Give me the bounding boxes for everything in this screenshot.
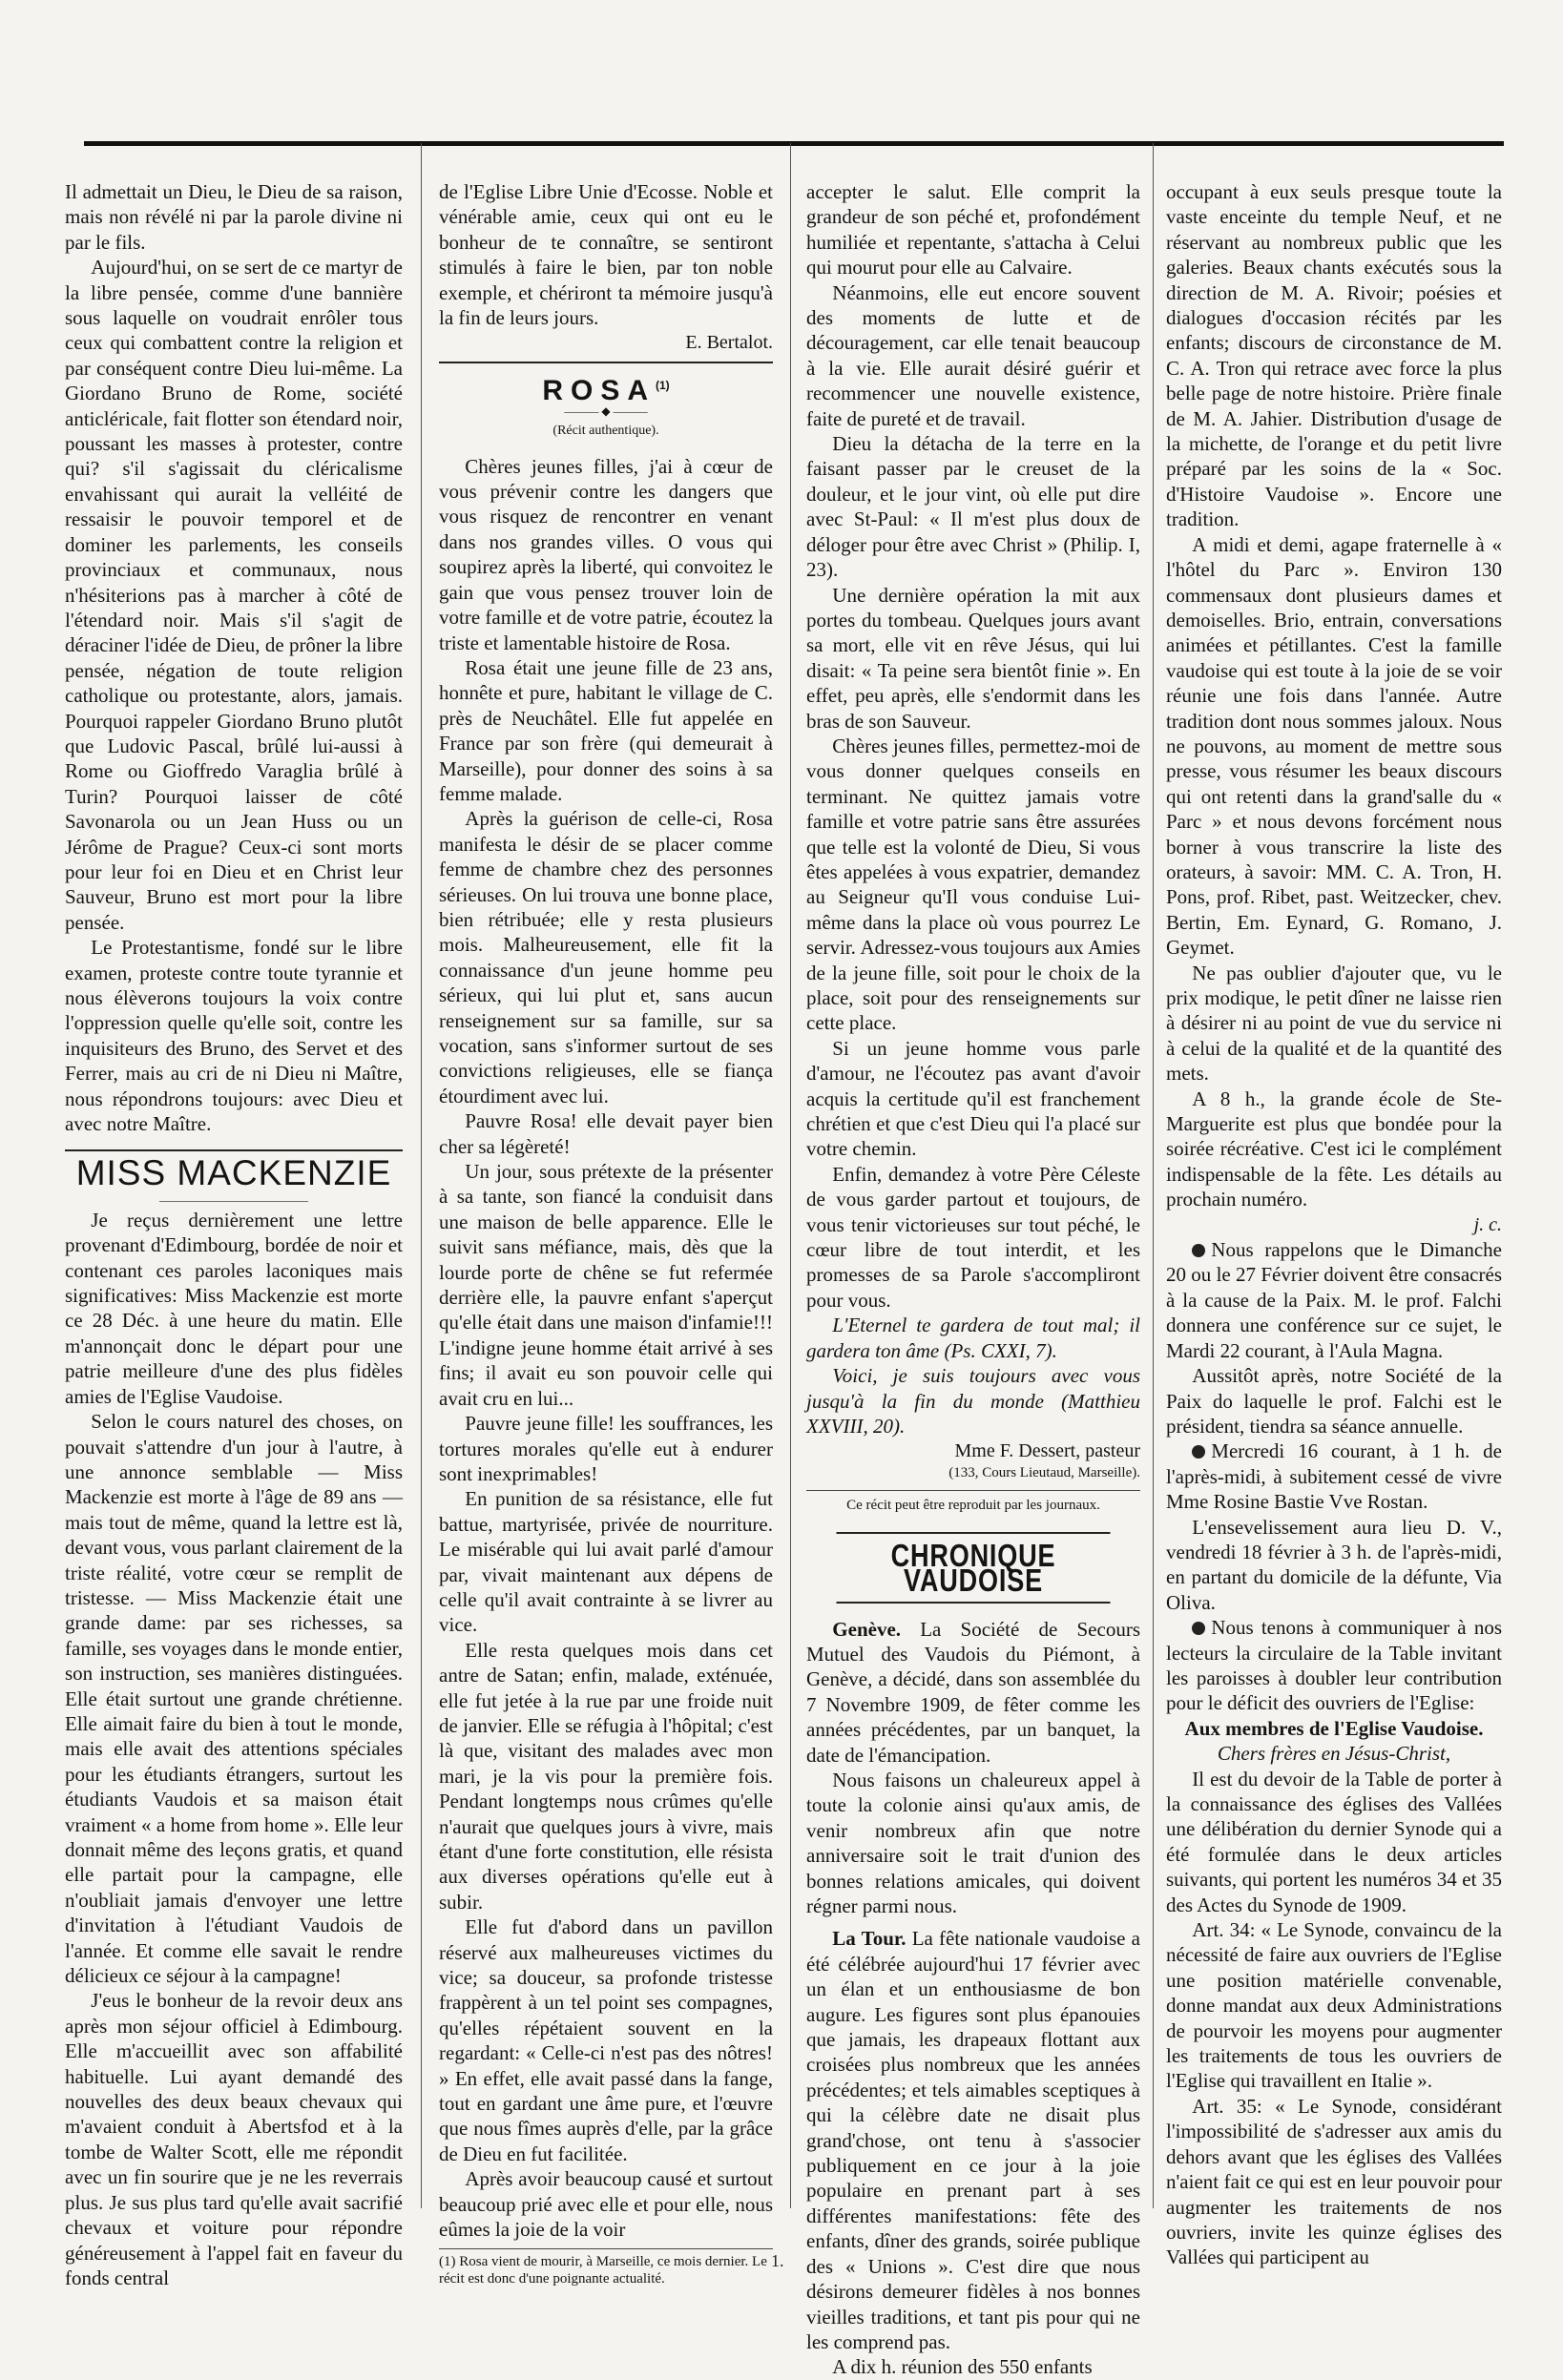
rosa-title-text: ROSA xyxy=(542,374,656,406)
article-title-rosa xyxy=(439,362,773,404)
column-3 xyxy=(806,179,1140,2380)
ornament-divider: ――― ◆ ――― xyxy=(564,404,648,419)
paragraph: Après la guérison de celle-ci, Rosa manifesta le désir de se placer comme femme de chambre chez des personnes sérieuses. On lui trouva une bonne place, bien rétribuée; elle y resta plusieurs mois. Malheureusement, elle fit la connaissance d'un jeune homme peu sérieux, qui lui plut et, sans aucun renseignement sur sa famille, sur sa vocation, sans s'informer surtout de ses convictions religieuses, elle se fiança étourdiment avec lui. xyxy=(439,807,773,1107)
news-item xyxy=(1166,1615,1502,1716)
paragraph: Elle resta quelques mois dans cet antre de Satan; enfin, malade, exténuée, elle fut jetée à la rue par une froide nuit de janvier. Elle se réfugia à l'hôpital; c'est là que, visitant des malades avec mon mari, je la vis pour la première fois. Pendant longtemps nous crûmes qu'elle n'aurait que quelques jours à vivre, mais étant d'une forte constitution, elle résista aux diverses opérations qu'elle eut à subir. xyxy=(439,1638,773,1914)
ornament-divider: ――――――――――――― xyxy=(159,1192,308,1207)
paragraph: A 8 h., la grande école de Ste-Marguerite est plus que bondée pour la soirée récréative. C'est ici le complément indispensable de la fête. Les détails au prochain numéro. xyxy=(1166,1087,1502,1211)
bible-verse: Voici, je suis toujours avec vous jusqu'à la fin du monde (Matthieu XXVIII, 20). xyxy=(806,1364,1140,1438)
paragraph: Aussitôt après, notre Société de la Paix do laquelle le prof. Falchi est le président, tiendra sa séance annuelle. xyxy=(1166,1364,1502,1438)
page-number: 1. xyxy=(771,2251,784,2270)
article-subtitle: (Récit authentique). xyxy=(552,424,659,439)
section-title-chronique-vaudoise: CHRONIQUE VAUDOISE xyxy=(837,1532,1111,1604)
signature: Mme F. Dessert, pasteur xyxy=(954,1440,1140,1462)
column-4 xyxy=(1166,179,1502,2270)
paragraph: L'ensevelissement aura lieu D. V., vendredi 18 février à 3 h. de l'après-midi, en partant du domicile de la défunte, Via Oliva. xyxy=(1166,1515,1502,1614)
news-text: Nous tenons à communiquer à nos lecteurs la circulaire de la Table invitant les paroisses à doubler leur contribution pour le déficit des ouvriers de l'Eglise: xyxy=(1166,1616,1502,1715)
place-name: La Tour. xyxy=(832,1927,907,1951)
paragraph: Le Protestantisme, fondé sur le libre examen, proteste contre toute tyrannie et nous élèverons toujours la voix contre l'oppression quelle qu'elle soit, contre les inquisiteurs des Bruno, des Servet et des Ferrer, mais au cri de ni Dieu ni Maître, nous répondrons toujours: avec Dieu et avec notre Maître. xyxy=(65,936,403,1136)
paragraph: J'eus le bonheur de la revoir deux ans après mon séjour officiel à Edimbourg. Elle m'accueillit avec son affabilité habituelle. Lui ayant demandé des nouvelles des deux beaux chevaux qui m'avaient conduit à Abertsfod et à la tombe de Walter Scott, elle me répondit avec un fin sourire que je ne les reverrais plus. Je sus plus tard qu'elle avait sacrifié chevaux et voiture pour répondre généreusement à l'appel fait en faveur du fonds central xyxy=(65,1989,403,2289)
paragraph: Pauvre Rosa! elle devait payer bien cher sa légèreté! xyxy=(439,1109,773,1158)
paragraph: Selon le cours naturel des choses, on pouvait s'attendre d'un jour à l'autre, à une annonce semblable — Miss Mackenzie est morte à l'âge de 89 ans — mais tout de même, quand la lettre est là, devant vous, vous parlant clairement de la triste réalité, votre cœur se remplit de tristesse. — Miss Mackenzie était une grande dame: par ses richesses, sa famille, ses voyages dans le monde entier, son instruction, ses manières distinguées. Elle était surtout une grande chrétienne. Elle aimait faire du bien à tout le monde, mais elle avait des attentions spéciales pour les étudiants étrangers, surtout les étudiants Vaudois et sa maison était vraiment « a home from home ». Elle leur donnait même des leçons gratis, et quand elle partait pour la campagne, elle n'oubliait jamais d'envoyer une lettre d'invitation à l'étudiant Vaudois de l'année. Et comme elle savait le rendre délicieux ce séjour à la campagne! xyxy=(65,1410,403,1988)
paragraph: occupant à eux seuls presque toute la vaste enceinte du temple Neuf, et ne réservant au nombreux public que les galeries. Beaux chants exécutés sous la direction de M. A. Rivoir; poésies et dialogues d'occasion récités par les enfants; discours de circonstance de M. C. A. Tron qui retrace avec force la plus belle page de notre histoire. Prière finale de M. A. Jahier. Distribution d'usage de la michette, de l'orange et du petit livre préparé par les soins de la « Soc. d'Histoire Vaudoise ». Encore une tradition. xyxy=(1166,180,1502,531)
paragraph: Art. 35: « Le Synode, considérant l'impossibilité de s'adresser aux amis du dehors avant que les églises des Vallées n'aient fait ce qui est en leur pouvoir pour augmenter les traitements de nos ouvriers, invite les quinze églises des Vallées qui participent au xyxy=(1166,2094,1502,2269)
column-divider xyxy=(1153,143,1154,2208)
news-text: Nous rappelons que le Dimanche 20 ou le 27 Février doivent être consacrés à la cause de la Paix. M. le prof. Falchi donnera une conférence sur ce sujet, le Mardi 22 courant, à l'Aula Magna. xyxy=(1166,1238,1502,1362)
news-text: Mercredi 16 courant, à 1 h. de l'après-midi, à subitement cessé de vivre Mme Rosine Bastie Vve Rostan. xyxy=(1166,1439,1502,1514)
bible-verse: L'Eternel te gardera de tout mal; il gardera ton âme (Ps. CXXI, 7). xyxy=(806,1314,1140,1362)
paragraph: Néanmoins, elle eut encore souvent des moments de lutte et de découragement, car elle tenait beaucoup à la vie. Elle aurait désiré guérir et recommencer une nouvelle existence, faite de pureté et de travail. xyxy=(806,280,1140,430)
paragraph: Chères jeunes filles, permettez-moi de vous donner quelques conseils en terminant. Ne quittez jamais votre famille et votre patrie sans être assurées que telle est la volonté de Dieu, Si vous êtes appelées à vous expatrier, demandez au Seigneur qu'Il vous conduise Lui-même dans la place où vous pourrez Le servir. Adressez-vous toujours aux Amies de la jeune fille, soit pour le choix de la place, soit pour des renseignements sur cette place. xyxy=(806,734,1140,1035)
paragraph: Il admettait un Dieu, le Dieu de sa raison, mais non révélé ni par la parole divine ni par le fils. xyxy=(65,180,403,254)
bullet-icon xyxy=(1192,1445,1205,1459)
news-text: La Société de Secours Mutuel des Vaudois du Piémont, à Genève, a décidé, dans son assemblée du 7 Novembre 1909, de fêter comme les années précédentes, par un banquet, la date de l'émancipation. xyxy=(806,1617,1140,1767)
column-divider xyxy=(421,143,422,2208)
circular-heading: Aux membres de l'Eglise Vaudoise. xyxy=(1184,1716,1484,1740)
bullet-icon xyxy=(1192,1244,1205,1257)
signature: j. c. xyxy=(1473,1213,1502,1235)
paragraph: Après avoir beaucoup causé et surtout beaucoup prié avec elle et pour elle, nous eûmes la joie de la voir xyxy=(439,2167,773,2242)
news-item xyxy=(1166,1237,1502,1363)
place-name: Genève. xyxy=(832,1617,902,1641)
signature-address: (133, Cours Lieutaud, Marseille). xyxy=(948,1464,1140,1480)
paragraph: Rosa était une jeune fille de 23 ans, honnête et pure, habitant le village de C. près de Neuchâtel. Elle fut appelée en France par son frère (qui demeurait à Marseille), pour donner des soins à sa femme malade. xyxy=(439,655,773,805)
paragraph: Nous faisons un chaleureux appel à toute la colonie ainsi qu'aux amis, de venir nombreux afin que notre anniversaire soit le trait d'union des bonnes relations amicales, qui doivent régner parmi nous. xyxy=(806,1768,1140,1917)
paragraph: Il est du devoir de la Table de porter à la connaissance des églises des Vallées une délibération du dernier Synode qui a été formulée dans le deux articles suivants, qui portent les numéros 34 et 35 des Actes du Synode de 1909. xyxy=(1166,1767,1502,1916)
news-item xyxy=(806,1617,1140,1768)
paragraph: Art. 34: « Le Synode, convaincu de la nécessité de faire aux ouvriers de l'Eglise une position matérielle convenable, donne mandat aux deux Administrations de pourvoir les moyens pour augmenter les traitements de tous les ouvriers de l'Eglise qui travaillent en Italie ». xyxy=(1166,1918,1502,2093)
divider xyxy=(806,1490,1140,1491)
paragraph: Chères jeunes filles, j'ai à cœur de vous prévenir contre les dangers que vous risquez de rencontrer en venant dans nos grandes villes. O vous qui soupirez après la liberté, qui convoitez le gain que vous pensez trouver loin de votre famille et de votre patrie, écoutez la triste et lamentable histoire de Rosa. xyxy=(439,454,773,654)
top-rule xyxy=(84,141,1504,146)
news-item xyxy=(1166,1438,1502,1514)
signature: E. Bertalot. xyxy=(685,332,773,354)
paragraph: En punition de sa résistance, elle fut battue, martyrisée, privée de nourriture. Le misérable qui lui avait parlé d'amour par, vivait maintenant aux dépens de celle qu'il avait contrainte à se livrer au vice. xyxy=(439,1487,773,1637)
paragraph: Je reçus dernièrement une lettre provenant d'Edimbourg, bordée de noir et contenant ces paroles laconiques mais significatives: Miss Mackenzie est morte ce 28 Déc. à une heure du matin. Elle m'annonçait donc le départ pour une patrie meilleure d'une des plus fidèles amies de l'Eglise Vaudoise. xyxy=(65,1208,403,1408)
news-item xyxy=(806,1926,1140,2354)
paragraph: de l'Eglise Libre Unie d'Ecosse. Noble et vénérable amie, ceux qui ont eu le bonheur de te connaître, se sentiront stimulés à faire le bien, par ton noble exemple, et chériront ta mémoire jusqu'à la fin de leurs jours. xyxy=(439,180,773,330)
footnote: (1) Rosa vient de mourir, à Marseille, ce mois dernier. Le récit est donc d'une poignante actualité. xyxy=(439,2248,773,2287)
paragraph: accepter le salut. Elle comprit la grandeur de son péché et, profondément humiliée et repentante, s'attacha à Celui qui mourut pour elle au Calvaire. xyxy=(806,180,1140,279)
paragraph: Si un jeune homme vous parle d'amour, ne l'écoutez pas avant d'avoir acquis la certitude qu'il est franchement chrétien et que c'est Dieu qui l'a placé sur votre chemin. xyxy=(806,1036,1140,1161)
article-title-miss-mackenzie: MISS MACKENZIE xyxy=(65,1149,403,1186)
paragraph: Elle fut d'abord dans un pavillon réservé aux malheureuses victimes du vice; sa douceur, sa profonde tristesse frappèrent à un tel point ses compagnes, qu'elles répétaient souvent en la regardant: « Celle-ci n'est pas des nôtres! » En effet, elle avait passé dans la fange, tout en gardant une âme pure, et l'œuvre que nous fîmes auprès d'elle, par la grâce de Dieu en fut facilitée. xyxy=(439,1915,773,2165)
paragraph: Dieu la détacha de la terre en la faisant passer par le creuset de la douleur, et le jour vint, où elle put dire avec St-Paul: « Il m'est plus doux de déloger pour être avec Christ » (Philip. I, 23). xyxy=(806,432,1140,582)
bullet-icon xyxy=(1192,1622,1205,1635)
paragraph: A midi et demi, agape fraternelle à « l'hôtel du Parc ». Environ 130 commensaux dont plusieurs dames et demoiselles. Brio, entrain, conversations animées et pétillantes. C'est la famille vaudoise qui est toute à la joie de se voir réunie une fois dans l'année. Autre tradition dont nous sommes jaloux. Nous ne pouvons, au moment de mettre sous presse, vous résumer les beaux discours qui ont retenti dans la grand'salle du « Parc » et nous devons forcément nous borner à vous transcrire la liste des orateurs, à savoir: MM. C. A. Tron, H. Pons, prof. Ribet, past. Weitzecker, chev. Bertin, Em. Eynard, G. Romano, J. Geymet. xyxy=(1166,532,1502,960)
paragraph: Un jour, sous prétexte de la présenter à sa tante, son fiancé la conduisit dans une maison de belle apparence. Elle le suivit sans méfiance, mais, dès que la lourde porte de chêne se fut refermée derrière elle, la pauvre enfant s'aperçut qu'elle était dans une maison d'infamie!!! L'indigne jeune homme était arrivé à ses fins; il avait eu son pouvoir celle qui avait cru en lui... xyxy=(439,1160,773,1410)
footnote-marker: (1) xyxy=(656,378,670,392)
reprint-note: Ce récit peut être reproduit par les journaux. xyxy=(846,1497,1100,1513)
column-divider xyxy=(790,143,791,2208)
paragraph: Pauvre jeune fille! les souffrances, les tortures morales qu'elle eut à endurer sont inexprimables! xyxy=(439,1412,773,1485)
paragraph: Ne pas oublier d'ajouter que, vu le prix modique, le petit dîner ne laisse rien à désirer ni au point de vue du service ni à celui de la qualité et de la quantité des mets. xyxy=(1166,961,1502,1086)
paragraph: Enfin, demandez à votre Père Céleste de vous garder partout et toujours, de vous tenir victorieuses sur tout péché, le cœur libre de tout interdit, et les promesses de sa Parole s'accompliront pour vous. xyxy=(806,1162,1140,1312)
column-2 xyxy=(439,179,773,2287)
paragraph: A dix h. réunion des 550 enfants xyxy=(832,2355,1093,2379)
news-text: La fête nationale vaudoise a été célébrée aujourd'hui 17 février avec un élan et un enthousiasme de bon augure. Les figures sont plus épanouies que jamais, les drapeaux flottant aux croisées plus nombreux que les années précédentes; et tels aimables sceptiques à qui la célèbre date ne disait plus grand'chose, ont tenu à s'associer publiquement en ce jour à la joie populaire en prenant part à ses différentes manifestations: fête des enfants, dîner des grands, soirée publique des « Unions ». C'est dire que nous désirons demeurer fidèles à nos bonnes vieilles traditions, et tant pis pour qui ne les comprend pas. xyxy=(806,1927,1140,2353)
column-1 xyxy=(65,179,403,2290)
paragraph: Une dernière opération la mit aux portes du tombeau. Quelques jours avant sa mort, elle vit en rêve Jésus, qui lui disait: « Ta peine sera bientôt finie ». En effet, peu après, elle s'endormit dans les bras de son Sauveur. xyxy=(806,583,1140,733)
circular-salutation: Chers frères en Jésus-Christ, xyxy=(1217,1742,1451,1766)
paragraph: Aujourd'hui, on se sert de ce martyr de la libre pensée, comme d'une bannière sous laquelle on voudrait enrôler tous ceux qui combattent contre la religion et par conséquent contre Dieu lui-même. La Giordano Bruno de Rome, société anticléricale, fait flotter son étendard noir, poussant les masses à protester, contre qui? s'il s'agissait du cléricalisme envahissant qui aurait la velléité de ressaisir le pouvoir temporel et de dominer les parlements, les conseils provinciaux et communaux, nous n'hésiterions pas à marcher à côté de l'étendard noir. Mais s'il s'agit de déraciner l'idée de Dieu, de prôner la libre pensée, négation de toute religion catholique ou protestante, alors, jamais. Pourquoi rappeler Giordano Bruno plutôt que Ludovic Pascal, brûlé lui-aussi à Rome ou Gioffredo Varaglia brûlé à Turin? Pourquoi laisser de côté Savonarola ou un Jean Huss ou un Jérôme de Prague? Ceux-ci sont morts pour leur foi en Dieu et en Christ leur Sauveur, Bruno est mort pour la libre pensée. xyxy=(65,256,403,934)
